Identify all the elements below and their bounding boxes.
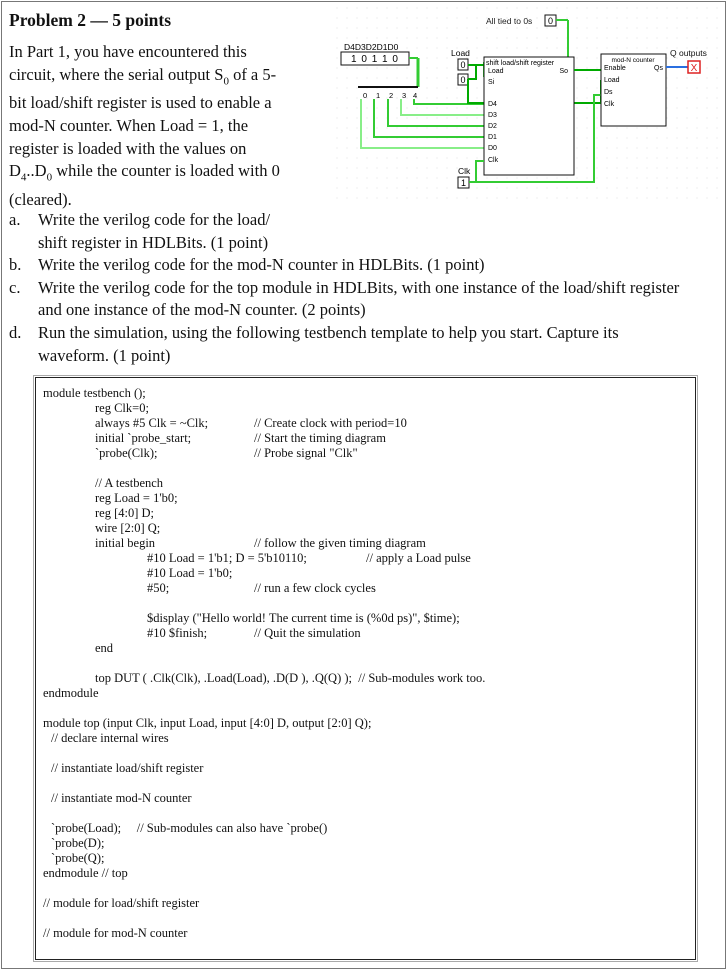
code-line: [43, 866, 128, 881]
code-line: [147, 566, 232, 581]
intro-line: circuit, where the serial output S: [9, 64, 224, 84]
code-line: [51, 836, 104, 851]
tied-label: All tied to 0s: [486, 16, 533, 26]
task-item: [9, 277, 714, 322]
clk-value: 1: [460, 178, 467, 188]
code-text: endmodule: [43, 686, 99, 700]
task-item: [9, 209, 714, 254]
intro-subscript: 0: [223, 74, 229, 87]
code-line: [95, 671, 485, 686]
code-text: `probe(Clk);: [95, 446, 158, 460]
task-text: Write the verilog code for the top module in HDLBits, with one instance of the load/shift register and one instance of the mod-N counter. (2 points): [38, 277, 680, 320]
problem-title: Problem 2 — 5 points: [9, 10, 172, 30]
task-list: [9, 209, 714, 367]
code-line: [95, 641, 113, 656]
pin-label: D0: [488, 145, 497, 152]
intro-line: bit load/shift register is used to enable a: [9, 93, 272, 113]
counter-title: mod-N counter: [611, 57, 655, 64]
code-text: `probe(D);: [51, 836, 105, 850]
code-text: reg [4:0] D;: [95, 506, 155, 520]
code-line: [51, 851, 104, 866]
code-comment: // Create clock with period=10: [254, 416, 407, 430]
code-text: // A testbench: [95, 476, 164, 490]
code-text: // instantiate load/shift register: [51, 761, 204, 775]
code-text: initial `probe_start;: [95, 431, 192, 445]
code-line: [147, 626, 207, 641]
load-out-value: 0: [460, 75, 466, 85]
code-line: [95, 401, 149, 416]
code-text: module top (input Clk, input Load, input [4:0] D, output [2:0] Q);: [43, 716, 372, 730]
task-label: a.: [9, 210, 21, 229]
pin-label: Enable: [604, 65, 626, 72]
code-text: wire [2:0] Q;: [95, 521, 161, 535]
intro-subscript: 4: [20, 171, 27, 184]
pin-label: Clk: [604, 101, 615, 108]
code-line: [43, 896, 199, 911]
task-item: [9, 322, 714, 367]
code-line: [95, 431, 191, 446]
intro-line: register is loaded with the values on: [9, 138, 247, 158]
code-text: endmodule // top: [43, 866, 128, 880]
pin-label: Load: [488, 68, 504, 75]
code-line: [95, 416, 208, 431]
code-line: [95, 476, 163, 491]
intro-line: while the counter is loaded with 0: [52, 161, 280, 181]
clk-label: Clk: [458, 166, 471, 176]
circuit-diagram: [336, 7, 721, 202]
code-text: #50;: [147, 581, 170, 595]
code-comment: // run a few clock cycles: [254, 581, 376, 595]
code-line: [43, 686, 99, 701]
code-line: [147, 581, 169, 596]
q-outputs-label: Q outputs: [670, 48, 707, 58]
code-text: #10 $finish;: [147, 626, 208, 640]
pin-label: So: [559, 68, 568, 75]
code-text: #10 Load = 1'b1; D = 5'b10110;: [147, 551, 307, 565]
pin-label: Si: [488, 79, 495, 86]
code-line: [51, 761, 203, 776]
code-text: // module for mod-N counter: [43, 926, 188, 940]
intro-line: ..D: [26, 161, 47, 181]
code-text: `probe(Q);: [51, 851, 105, 865]
task-item: [9, 254, 714, 277]
code-line: [95, 521, 160, 536]
q-output-value: X: [690, 63, 698, 74]
problem-intro: [9, 41, 329, 212]
code-line: [43, 716, 371, 731]
code-text: top DUT ( .Clk(Clk), .Load(Load), .D(D ), .Q(Q) ); // Sub-modules work too.: [95, 671, 486, 685]
code-line: [95, 536, 155, 551]
code-comment: // apply a Load pulse: [366, 551, 471, 565]
code-line: [95, 446, 157, 461]
code-text: end: [95, 641, 114, 655]
pin-label: D1: [488, 134, 497, 141]
task-label: b.: [9, 255, 22, 275]
code-line: [147, 551, 307, 566]
splitter-bit: 4: [413, 91, 418, 100]
task-label: d.: [9, 322, 22, 342]
task-text: Run the simulation, using the following testbench template to help you start. Capture its waveform. (1 point): [38, 322, 619, 365]
code-text: reg Load = 1'b0;: [95, 491, 178, 505]
pin-label: Load: [604, 77, 620, 84]
load-label: Load: [451, 48, 470, 58]
task-text: Write the verilog code for the load/ shift register in HDLBits. (1 point): [38, 210, 271, 252]
code-line: [95, 491, 178, 506]
pin-label: Ds: [604, 89, 613, 96]
splitter-bit: 1: [376, 91, 381, 100]
code-line: [51, 791, 192, 806]
code-line: [51, 821, 327, 836]
code-text: #10 Load = 1'b0;: [147, 566, 233, 580]
code-comment: // Start the timing diagram: [254, 431, 386, 445]
shift-register-title: shift load/shift register: [486, 60, 555, 67]
intro-line: D: [9, 161, 21, 181]
code-comment: // follow the given timing diagram: [254, 536, 426, 550]
code-text: $display ("Hello world! The current time is (%0d ps)", $time);: [147, 611, 460, 625]
pin-label: D3: [488, 112, 497, 119]
splitter-bit: 3: [402, 91, 407, 100]
intro-line: In Part 1, you have encountered this: [9, 42, 247, 61]
code-text: // declare internal wires: [51, 731, 169, 745]
code-comment: // Probe signal "Clk": [254, 446, 358, 460]
testbench-code-box: [35, 377, 696, 960]
code-line: [43, 926, 187, 941]
code-text: // module for load/shift register: [43, 896, 200, 910]
load-value: 0: [460, 60, 466, 70]
intro-subscript: 0: [46, 171, 53, 184]
intro-line: mod-N counter. When Load = 1, the: [9, 116, 249, 136]
code-text: initial begin: [95, 536, 156, 550]
pin-label: D2: [488, 123, 497, 130]
intro-line: of a 5-: [228, 64, 277, 84]
splitter-bit: 2: [389, 91, 394, 100]
code-text: `probe(Load); // Sub-modules can also have `probe(): [51, 821, 328, 835]
code-line: [43, 386, 146, 401]
code-comment: // Quit the simulation: [254, 626, 361, 640]
pin-label: Qs: [654, 65, 663, 72]
task-text: Write the verilog code for the mod-N counter in HDLBits. (1 point): [38, 255, 485, 275]
pin-label: D4: [488, 101, 497, 108]
pin-label: Clk: [488, 157, 499, 164]
d-bus-value: 1 0 1 1 0: [351, 54, 399, 65]
code-line: [147, 611, 460, 626]
code-text: // instantiate mod-N counter: [51, 791, 192, 805]
task-label: c.: [9, 277, 21, 297]
d-bus-label: D4D3D2D1D0: [344, 42, 399, 52]
code-line: [51, 731, 169, 746]
intro-line: (cleared).: [9, 190, 72, 210]
code-text: reg Clk=0;: [95, 401, 149, 415]
code-text: always #5 Clk = ~Clk;: [95, 416, 209, 430]
code-line: [95, 506, 154, 521]
code-text: module testbench ();: [43, 386, 146, 400]
splitter-bit: 0: [363, 91, 368, 100]
tied-constant-value: 0: [547, 16, 554, 26]
